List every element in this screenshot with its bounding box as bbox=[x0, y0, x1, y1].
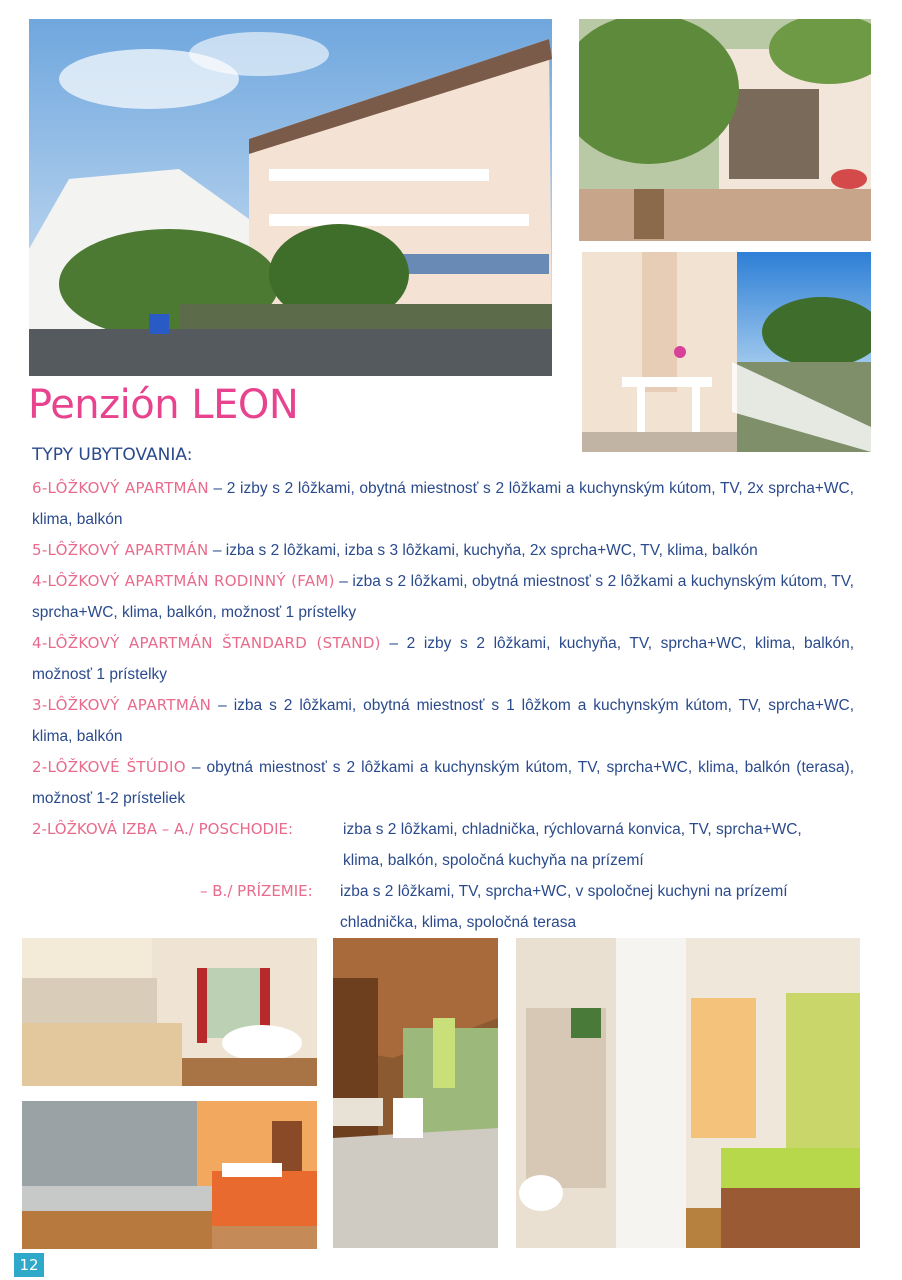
apartment-description: – obytná miestnosť s 2 lôžkami a kuchynským kútom, TV, sprcha+WC, klima, balkón (terasa), možnosť 1-2 prísteliek bbox=[32, 759, 855, 807]
list-item bbox=[32, 752, 854, 814]
list-item bbox=[32, 566, 854, 628]
room-a-label: 2-LÔŽKOVÁ IZBA – A./ POSCHODIE: bbox=[32, 820, 294, 838]
apartment-name: 2-LÔŽKOVÉ ŠTÚDIO bbox=[32, 758, 186, 776]
room-a-description-2: klima, balkón, spoločná kuchyňa na prízemí bbox=[343, 852, 644, 869]
apartment-name: 3-LÔŽKOVÝ APARTMÁN bbox=[32, 696, 212, 714]
accommodation-types-heading: TYPY UBYTOVANIA: bbox=[32, 445, 193, 465]
photo-kitchenette-bedroom bbox=[22, 1101, 317, 1249]
room-b-description-2: chladnička, klima, spoločná terasa bbox=[340, 914, 577, 931]
apartment-name: 6-LÔŽKOVÝ APARTMÁN bbox=[32, 479, 209, 497]
list-item bbox=[32, 535, 854, 566]
list-item bbox=[32, 628, 854, 690]
room-b-label: – B./ PRÍZEMIE: bbox=[200, 882, 313, 900]
room-b-description-1: izba s 2 lôžkami, TV, sprcha+WC, v spoločnej kuchyni na prízemí bbox=[340, 883, 788, 900]
apartment-description: – 2 izby s 2 lôžkami, obytná miestnosť s 2 lôžkami a kuchynským kútom, TV, 2x sprcha+WC, klima, balkón bbox=[32, 480, 854, 528]
photo-entrance-terrace bbox=[579, 19, 871, 241]
room-a-description-1: izba s 2 lôžkami, chladnička, rýchlovarná konvica, TV, sprcha+WC, bbox=[343, 821, 802, 838]
page-number: 12 bbox=[14, 1253, 44, 1277]
photo-building-exterior bbox=[29, 19, 552, 376]
apartment-name: 4-LÔŽKOVÝ APARTMÁN RODINNÝ (FAM) bbox=[32, 572, 335, 590]
photo-bathroom-bedroom bbox=[516, 938, 860, 1248]
photo-covered-terrace bbox=[333, 938, 498, 1248]
list-item bbox=[32, 690, 854, 752]
apartment-description: – 2 izby s 2 lôžkami, kuchyňa, TV, sprcha+WC, klima, balkón, možnosť 1 prístelky bbox=[32, 635, 854, 683]
list-item bbox=[32, 473, 854, 535]
apartment-description: – izba s 2 lôžkami, obytná miestnosť s 1 lôžkom a kuchynským kútom, TV, sprcha+WC, klima, balkón bbox=[32, 697, 854, 745]
apartment-name: 4-LÔŽKOVÝ APARTMÁN ŠTANDARD (STAND) bbox=[32, 634, 381, 652]
apartment-name: 5-LÔŽKOVÝ APARTMÁN bbox=[32, 541, 209, 559]
apartment-description: – izba s 2 lôžkami, obytná miestnosť s 2 lôžkami a kuchynským kútom, TV, sprcha+WC, klima, balkón, možnosť 1 prístelky bbox=[32, 573, 854, 621]
page-title: Penzión LEON bbox=[28, 382, 299, 428]
apartment-description: – izba s 2 lôžkami, izba s 3 lôžkami, kuchyňa, 2x sprcha+WC, TV, klima, balkón bbox=[208, 542, 758, 559]
photo-kitchen-dining bbox=[22, 938, 317, 1086]
photo-balcony-view bbox=[582, 252, 871, 452]
